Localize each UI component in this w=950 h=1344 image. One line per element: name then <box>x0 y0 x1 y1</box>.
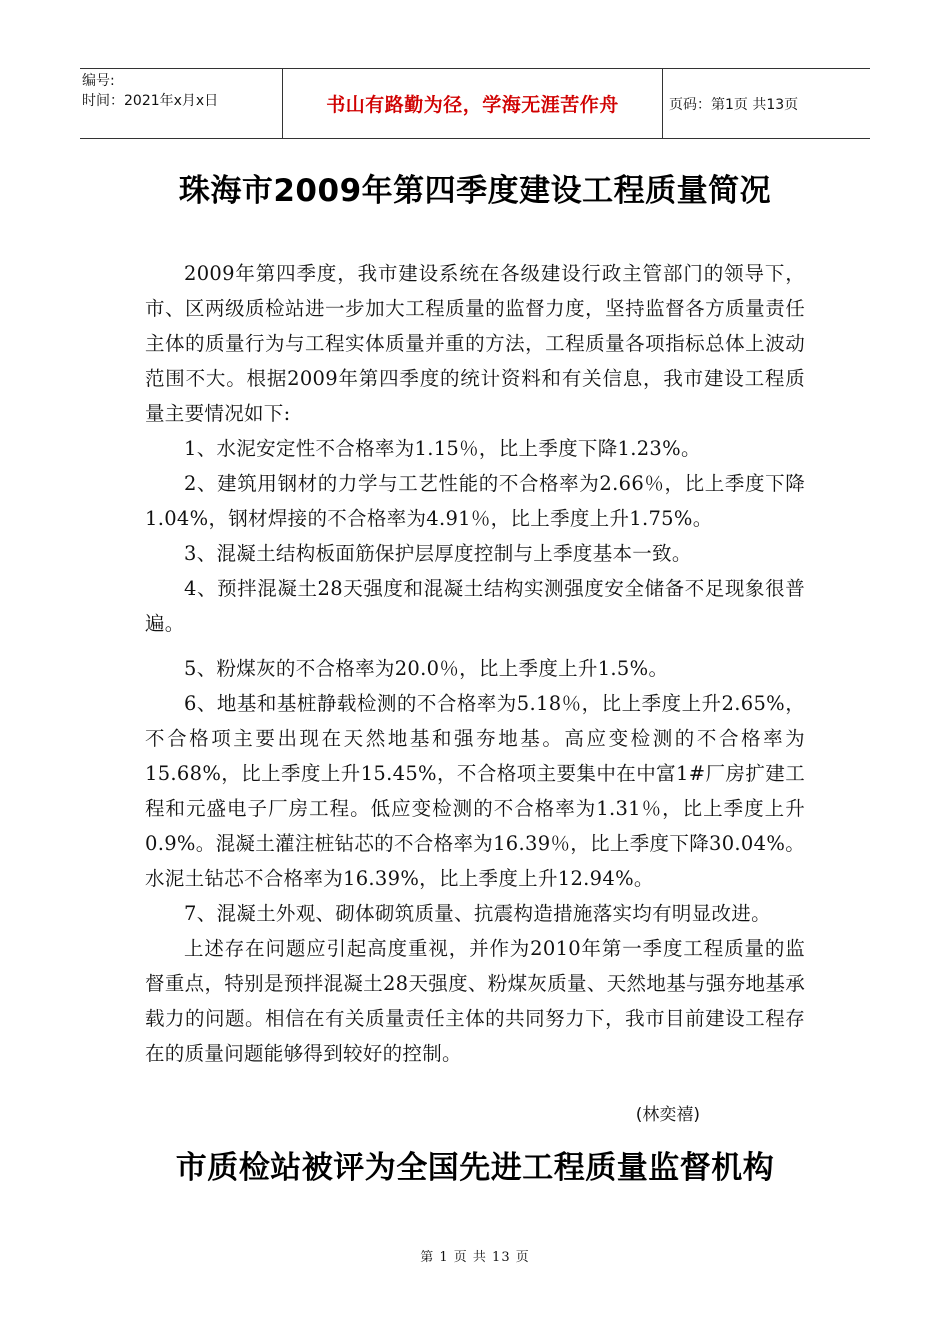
paragraph-item-1: 1、水泥安定性不合格率为1.15％，比上季度下降1.23%。 <box>184 437 701 460</box>
page-header <box>80 68 870 139</box>
paragraph-item-4: 4、预拌混凝土28天强度和混凝土结构实测强度安全储备不足现象很普遍。 <box>145 577 805 635</box>
paragraph-intro: 2009年第四季度，我市建设系统在各级建设行政主管部门的领导下，市、区两级质检站进一步加大工程质量的监督力度，坚持监督各方质量责任主体的质量行为与工程实体质量并重的方法，工程质量各项指标总体上波动范围不大。根据2009年第四季度的统计资料和有关信息，我市建设工程质量主要情况如下: <box>145 262 805 425</box>
article-author: (林奕禧) <box>635 1105 700 1125</box>
header-page-info: 页码：第1页 共13页 <box>669 96 799 113</box>
paragraph-item-5: 5、粉煤灰的不合格率为20.0％，比上季度上升1.5%。 <box>184 657 669 680</box>
page-footer: 第 1 页 共 13 页 <box>420 1250 530 1265</box>
paragraph-item-6: 6、地基和基桩静载检测的不合格率为5.18％，比上季度上升2.65%，不合格项主要出现在天然地基和强夯地基。高应变检测的不合格率为15.68%，比上季度上升15.45%，不合格项主要集中在中富1#厂房扩建工程和元盛电子厂房工程。低应变检测的不合格率为1.31％，比上季度上升0.9%。混凝土灌注桩钻芯的不合格率为16.39％，比上季度下降30.04%。水泥土钻芯不合格率为16.39%，比上季度上升12.94%。 <box>145 692 805 890</box>
article-body <box>145 256 805 1071</box>
second-article-title: 市质检站被评为全国先进工程质量监督机构 <box>175 1150 775 1186</box>
article-title: 珠海市2009年第四季度建设工程质量简况 <box>178 173 772 209</box>
doc-number-label: 编号: <box>82 73 115 89</box>
paragraph-item-2: 2、建筑用钢材的力学与工艺性能的不合格率为2.66％，比上季度下降1.04%，钢材焊接的不合格率为4.91％，比上季度上升1.75%。 <box>145 472 805 530</box>
paragraph-item-3: 3、混凝土结构板面筋保护层厚度控制与上季度基本一致。 <box>184 542 692 565</box>
paragraph-item-7: 7、混凝土外观、砌体砌筑质量、抗震构造措施落实均有明显改进。 <box>184 902 771 925</box>
header-meta <box>80 69 282 138</box>
doc-time-label: 时间：2021年x月x日 <box>82 93 219 109</box>
header-motto: 书山有路勤为径，学海无涯苦作舟 <box>282 69 663 138</box>
paragraph-conclusion: 上述存在问题应引起高度重视，并作为2010年第一季度工程质量的监督重点，特别是预拌混凝土28天强度、粉煤灰质量、天然地基与强夯地基承载力的问题。相信在有关质量责任主体的共同努力下，我市目前建设工程存在的质量问题能够得到较好的控制。 <box>145 937 805 1065</box>
